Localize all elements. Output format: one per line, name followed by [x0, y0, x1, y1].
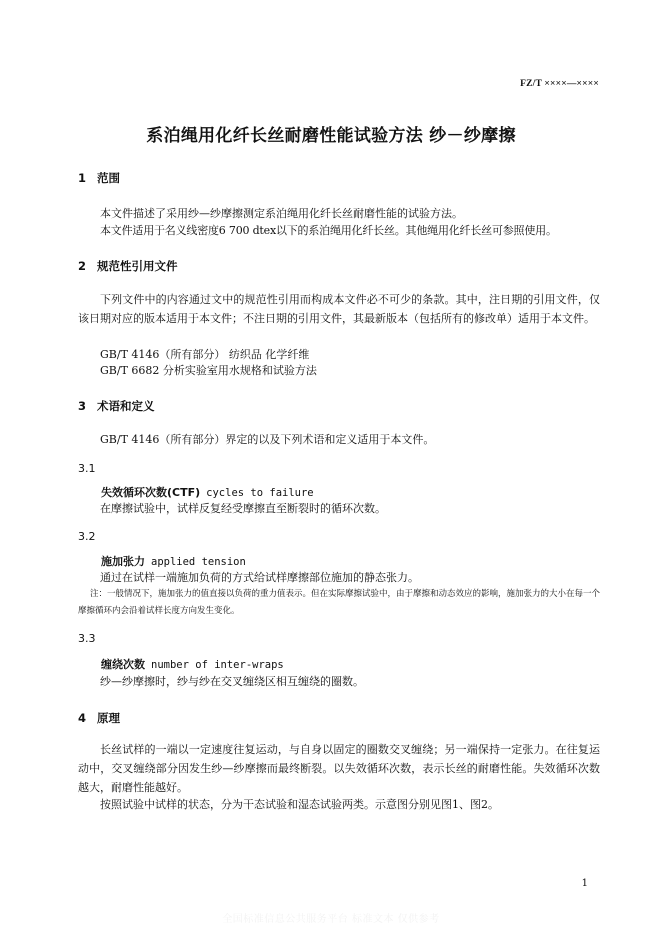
- page-number: 1: [581, 878, 588, 889]
- section-title: 术语和定义: [97, 399, 155, 413]
- term-english: cycles to failure: [206, 487, 314, 499]
- section-number: 2: [78, 259, 87, 273]
- term-english: applied tension: [151, 556, 246, 568]
- term-number: 3.2: [78, 530, 96, 543]
- term-chinese: 缠绕次数: [101, 658, 145, 671]
- term-definition: 纱—纱摩擦时，纱与纱在交叉缠绕区相互缠绕的圈数。: [100, 675, 364, 688]
- term-definition: 在摩擦试验中，试样反复经受摩擦直至断裂时的循环次数。: [100, 502, 386, 515]
- section-number: 1: [78, 171, 87, 185]
- term-english: number of inter-wraps: [151, 659, 284, 671]
- paragraph: 下列文件中的内容通过文中的规范性引用而构成本文件必不可少的条款。其中，注日期的引用文件，仅该日期对应的版本适用于本文件；不注日期的引用文件，其最新版本（包括所有的修改单）适用于本文件。: [78, 293, 600, 325]
- term-chinese: 失效循环次数(CTF): [101, 486, 201, 499]
- reference-item: GB/T 4146（所有部分） 纺织品 化学纤维: [100, 348, 310, 361]
- paragraph: 本文件描述了采用纱—纱摩擦测定系泊绳用化纤长丝耐磨性能的试验方法。: [100, 207, 463, 220]
- paragraph: 按照试验中试样的状态，分为干态试验和湿态试验两类。示意图分别见图1、图2。: [100, 798, 499, 811]
- standard-code: FZ/T ××××—××××: [520, 79, 599, 89]
- term-heading: [101, 656, 284, 672]
- section-number: 3: [78, 399, 87, 413]
- section-number: 4: [78, 711, 87, 725]
- term-heading: [101, 484, 314, 500]
- section-2-heading: [78, 258, 178, 274]
- section-title: 范围: [97, 171, 120, 185]
- section-title: 规范性引用文件: [97, 259, 178, 273]
- section-4-heading: [78, 710, 120, 726]
- paragraph: 本文件适用于名义线密度6 700 dtex以下的系泊绳用化纤长丝。其他绳用化纤长丝可参照使用。: [100, 224, 557, 237]
- term-definition: 通过在试样一端施加负荷的方式给试样摩擦部位施加的静态张力。: [100, 571, 419, 584]
- term-chinese: 施加张力: [101, 555, 145, 568]
- section-3-heading: [78, 398, 155, 414]
- term-note: 注：一般情况下，施加张力的值直接以负荷的重力值表示。但在实际摩擦试验中，由于摩擦和动态效应的影响，施加张力的大小在每一个摩擦循环内会沿着试样长度方向发生变化。: [78, 589, 601, 616]
- paragraph: 长丝试样的一端以一定速度往复运动，与自身以固定的圈数交叉缠绕；另一端保持一定张力。在往复运动中，交叉缠绕部分因发生纱—纱摩擦而最终断裂。以失效循环次数，表示长丝的耐磨性能。失效循环次数越大，耐磨性能越好。: [78, 743, 600, 794]
- term-number: 3.3: [78, 632, 96, 645]
- section-1-heading: [78, 170, 120, 186]
- reference-item: GB/T 6682 分析实验室用水规格和试验方法: [100, 364, 317, 377]
- watermark: 全国标准信息公共服务平台 标准文本 仅供参考: [222, 914, 440, 925]
- term-number: 3.1: [78, 462, 96, 475]
- term-heading: [101, 553, 246, 569]
- document-title: 系泊绳用化纤长丝耐磨性能试验方法 纱－纱摩擦: [146, 126, 516, 146]
- paragraph: GB/T 4146（所有部分）界定的以及下列术语和定义适用于本文件。: [100, 433, 435, 446]
- section-title: 原理: [97, 711, 120, 725]
